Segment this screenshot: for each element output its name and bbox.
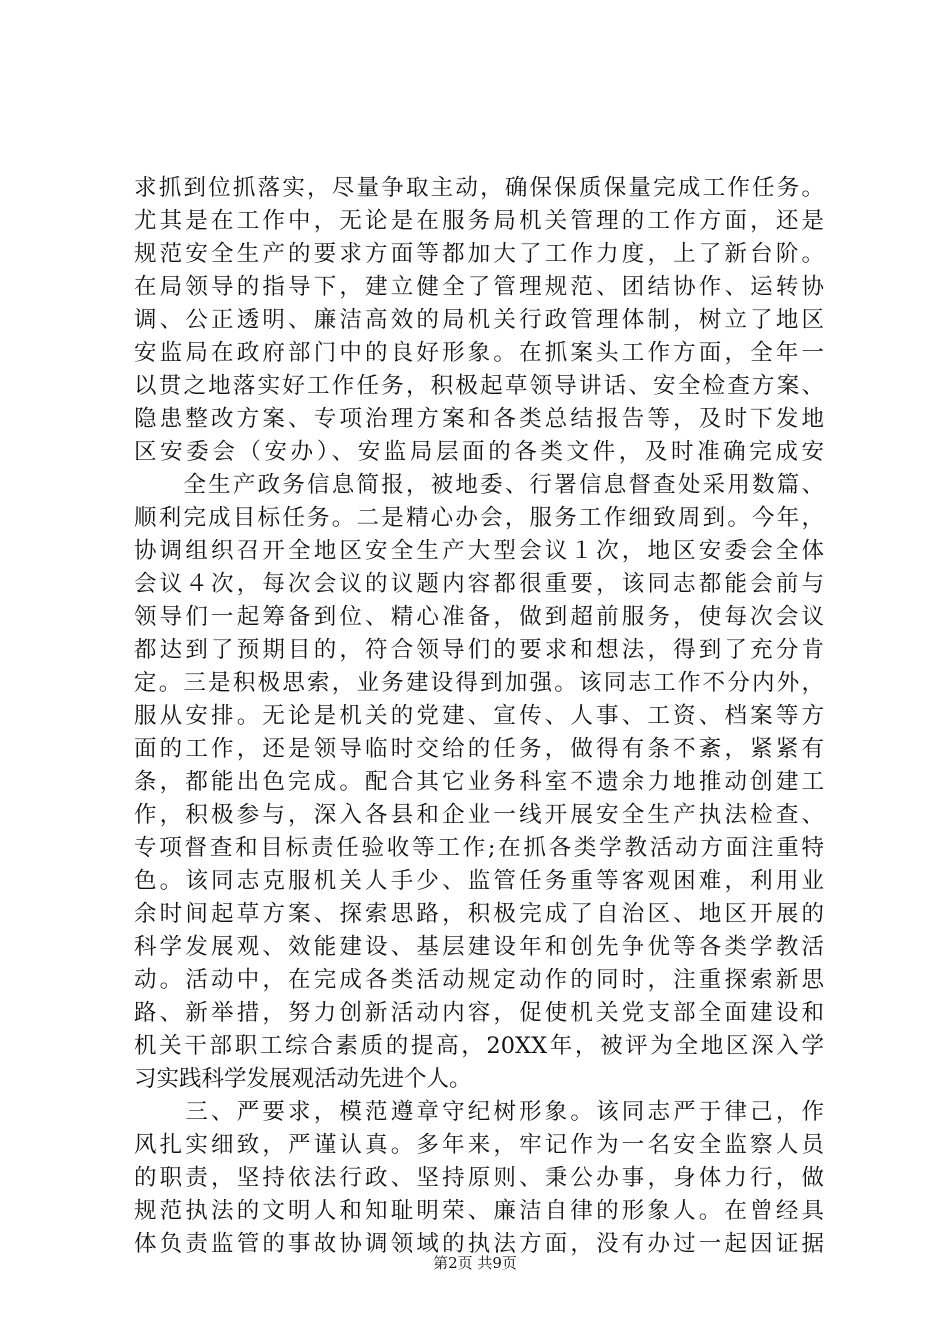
text-line: 会议４次，每次会议的议题内容都很重要，该同志都能会前与 [134,571,824,597]
text-line: 动。活动中，在完成各类活动规定动作的同时，注重探索新思 [134,967,824,993]
text-line: 区安委会（安办）、安监局层面的各类文件，及时准确完成安 [134,439,824,465]
text-line: 规范执法的文明人和知耻明荣、廉洁自律的形象人。在曾经具 [134,1198,824,1224]
text-line: 的职责，坚持依法行政、坚持原则、秉公办事，身体力行，做 [134,1165,824,1191]
text-line: 全生产政务信息简报，被地委、行署信息督查处采用数篇、 [134,472,824,498]
text-line: 定。三是积极思索，业务建设得到加强。该同志工作不分内外， [134,670,824,696]
text-line: 以贯之地落实好工作任务，积极起草领导讲话、安全检查方案、 [134,373,824,399]
page-footer: 第2页 共9页 [433,1254,517,1272]
text-line: 安监局在政府部门中的良好形象。在抓案头工作方面，全年一 [134,340,824,366]
text-line: 体负责监管的事故协调领域的执法方面，没有办过一起因证据 [134,1231,824,1257]
text-line: 尤其是在工作中，无论是在服务局机关管理的工作方面，还是 [134,208,824,234]
text-line: 在局领导的指导下，建立健全了管理规范、团结协作、运转协 [134,274,824,300]
text-line: 服从安排。无论是机关的党建、宣传、人事、工资、档案等方 [134,703,824,729]
text-line: 求抓到位抓落实，尽量争取主动，确保保质保量完成工作任务。 [134,175,824,201]
text-line: 领导们一起筹备到位、精心准备，做到超前服务，使每次会议 [134,604,824,630]
text-line: 隐患整改方案、专项治理方案和各类总结报告等，及时下发地 [134,406,824,432]
text-line: 科学发展观、效能建设、基层建设年和创先争优等各类学教活 [134,934,824,960]
text-line: 作，积极参与，深入各县和企业一线开展安全生产执法检查、 [134,802,824,828]
text-line: 余时间起草方案、探索思路，积极完成了自治区、地区开展的 [134,901,824,927]
text-line: 机关干部职工综合素质的提高，20XX年，被评为全地区深入学 [134,1033,824,1059]
text-line: 专项督查和目标责任验收等工作;在抓各类学教活动方面注重特 [134,835,824,861]
text-line: 风扎实细致，严谨认真。多年来，牢记作为一名安全监察人员 [134,1132,824,1158]
text-line: 协调组织召开全地区安全生产大型会议１次，地区安委会全体 [134,538,824,564]
text-line: 顺利完成目标任务。二是精心办会，服务工作细致周到。今年， [134,505,824,531]
text-line: 条，都能出色完成。配合其它业务科室不遗余力地推动创建工 [134,769,824,795]
text-line: 路、新举措，努力创新活动内容，促使机关党支部全面建设和 [134,1000,824,1026]
text-line: 习实践科学发展观活动先进个人。 [134,1066,472,1092]
text-line: 面的工作，还是领导临时交给的任务，做得有条不紊，紧紧有 [134,736,824,762]
body-text [134,172,824,1261]
text-line: 三、严要求，模范遵章守纪树形象。该同志严于律己，作 [134,1099,824,1125]
text-line: 规范安全生产的要求方面等都加大了工作力度，上了新台阶。 [134,241,824,267]
text-line: 色。该同志克服机关人手少、监管任务重等客观困难，利用业 [134,868,824,894]
text-line: 调、公正透明、廉洁高效的局机关行政管理体制，树立了地区 [134,307,824,333]
text-line: 都达到了预期目的，符合领导们的要求和想法，得到了充分肯 [134,637,824,663]
